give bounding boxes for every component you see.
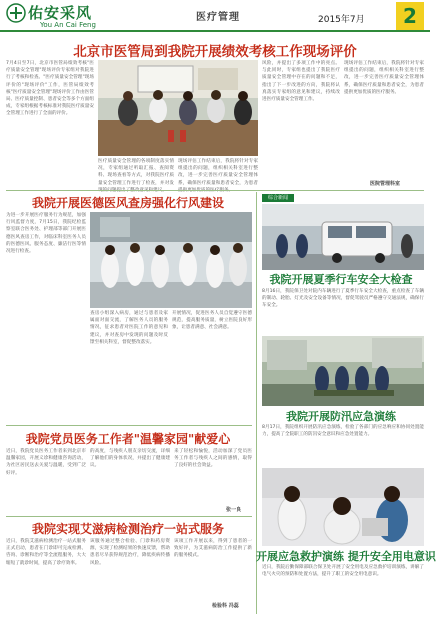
masthead-title: 佑安采风 bbox=[28, 4, 93, 22]
page-number-badge: 2 bbox=[396, 2, 424, 30]
article-2-photo bbox=[90, 212, 252, 308]
main-article-author: 医院管理科室 bbox=[370, 181, 401, 187]
right-story-3-headline: 开展应急救护演练 提升安全用电意识 bbox=[256, 550, 436, 563]
section-rule-2 bbox=[6, 425, 252, 426]
article-4-col3: 该项工作开展以来，得到了患者的一致好评，为艾滋病防治工作提供了新的服务模式。 bbox=[174, 539, 252, 559]
article-3-headline: 我院党员医务工作者"温馨家园"献爱心 bbox=[25, 432, 231, 446]
article-2-col2: 查房小组深入病房，通过与患者及家属面对面交流，了解医务人员的服务情况，征求患者对医院工作的意见和建议，并对查房中发现的问题及时反馈至相关科室，督促整改落实。 bbox=[90, 311, 168, 345]
main-article-photo bbox=[98, 60, 258, 156]
main-headline: 北京市医管局到我院开展绩效考核工作现场评价 bbox=[73, 44, 357, 60]
right-story-2-headline: 我院开展防汛应急演练 bbox=[286, 410, 396, 423]
article-3-col2: 的高度，与残疾人朋友亲切交流，详细了解他们的身体状况，并提出了健康建议。 bbox=[90, 449, 170, 469]
article-2-col1: 为进一步开展医疗服务行为规范，加强行风监督力度，7月15日，我院纪检监察室联合医务处、护理部等部门开展医德医风查房工作，对临床科室医务人员的医德医风、服务态度、廉洁行医等情况进行检查。 bbox=[6, 213, 86, 255]
right-story-2-text: 8月17日，我院组织开展防汛应急演练，检验了各部门的应急响应和协同处置能力，提高了全院职工的防汛安全意识和应急处置能力。 bbox=[262, 425, 424, 438]
main-article-col2: 医疗质量安全管理的各项制度落实情况，专家组通过听取汇报、查阅资料、现场查看等方式，对我院医疗质量安全管理工作进行了检查，并对发 bbox=[98, 159, 174, 186]
issue-date: 2015年7月 bbox=[318, 15, 365, 25]
article-3-col3: 来了轻松和愉悦，活动加深了党员医务工作者与残疾人之间的感情，取得了良好的社会效益。 bbox=[174, 449, 252, 469]
main-article-col1: 7月4日至7日，北京市医管局绩效考核"医疗质量安全管理"现场评价专家组对我院进行了考核和检查。"医疗质量安全管理"现场评价的"现场评价"工作，医管局绩效考核"医疗质量安全管理"现场评价工作由医管局、医疗质量控制、患者安全等多个方面组成，专家组根据考核标准对我院医疗质量安全管理工作进行了全面的评价。 bbox=[6, 61, 94, 117]
right-story-3-text: 近日，我院后勤保障部联合保卫处开展了安全用电及应急救护培训演练，讲解了电气火灾的预防和处置方法，提升了职工的安全用电意识。 bbox=[262, 565, 424, 578]
main-article-col4: 现场评估工作结束后，我院将针对专家组提出的问题，组织相关科室进行整改，进一步完善医疗质量安全管理体系，确保医疗质量和患者安全，为患者提供更加优质的医疗服务。 bbox=[344, 61, 424, 95]
article-4-author: 检验科 冯蕊 bbox=[212, 603, 239, 609]
masthead-subtitle: You An Cai Feng bbox=[40, 21, 96, 29]
article-4-col1: 近日，我院艾滋病检测治疗一站式服务正式启动，患者在门诊即可完成检测、咨询、诊断和治疗等全流程服务，大大缩短了就诊时间，提高了诊疗效率。 bbox=[6, 539, 86, 566]
article-2-headline: 我院开展医德医风查房强化行风建设 bbox=[31, 196, 224, 210]
header-divider bbox=[0, 30, 430, 32]
masthead bbox=[0, 0, 430, 34]
section-label: 医疗管理 bbox=[196, 12, 240, 23]
article-3-col1: 近日，我院党员医务工作者来到北京市温馨家园，开展义诊和健康咨询活动，为社区居民送去关爱与温暖，受到广泛好评。 bbox=[6, 449, 86, 476]
article-4-col2: 该服务通过整合检验、门诊和药房资源，实现了检测结果的快速反馈，帮助患者尽早获得规范治疗，降低疾病传播风险。 bbox=[90, 539, 170, 566]
right-story-1-headline: 我院开展夏季行车安全大检查 bbox=[269, 273, 413, 286]
hospital-logo-icon bbox=[6, 3, 26, 23]
news-section-tag: 综合新闻 bbox=[262, 194, 294, 202]
vehicle-inspection-photo bbox=[262, 204, 424, 270]
safety-drill-photo bbox=[262, 468, 424, 546]
section-rule bbox=[6, 190, 424, 191]
main-article-col3: 风险，并提出了多项工作中的亮点。与此同时，专家组也提出了我院医疗质量安全管理中存在的问题和不足，指出了下一步改进的方向，我院将认真落实专家组的意见和建议，持续改进医疗质量安全管理工作。 bbox=[262, 61, 340, 103]
right-story-1-text: 8月16日，我院保卫处对院内车辆进行了夏季行车安全大检查，重点检查了车辆的制动、轮胎、灯光及安全设备等情况，督促驾驶员严格遵守交通法规，确保行车安全。 bbox=[262, 289, 424, 309]
article-3-author: 张一良 bbox=[226, 507, 242, 513]
main-article-col2b: 现场评估工作结束后，我院将针对专家组提出的问题，组织相关科室进行整改，进一步完善医疗质量安全管理体系，确保医疗质量和患者安全，为患者 bbox=[178, 159, 258, 186]
flood-drill-photo bbox=[262, 336, 424, 406]
article-2-col3: 开展情况，促进医务人员自觉遵守医德规范，提高服务质量，树立医院良好形象，让患者满意、社会满意。 bbox=[172, 311, 252, 331]
section-rule-3 bbox=[6, 516, 252, 517]
article-4-headline: 我院实现艾滋病检测治疗一站式服务 bbox=[31, 522, 224, 536]
